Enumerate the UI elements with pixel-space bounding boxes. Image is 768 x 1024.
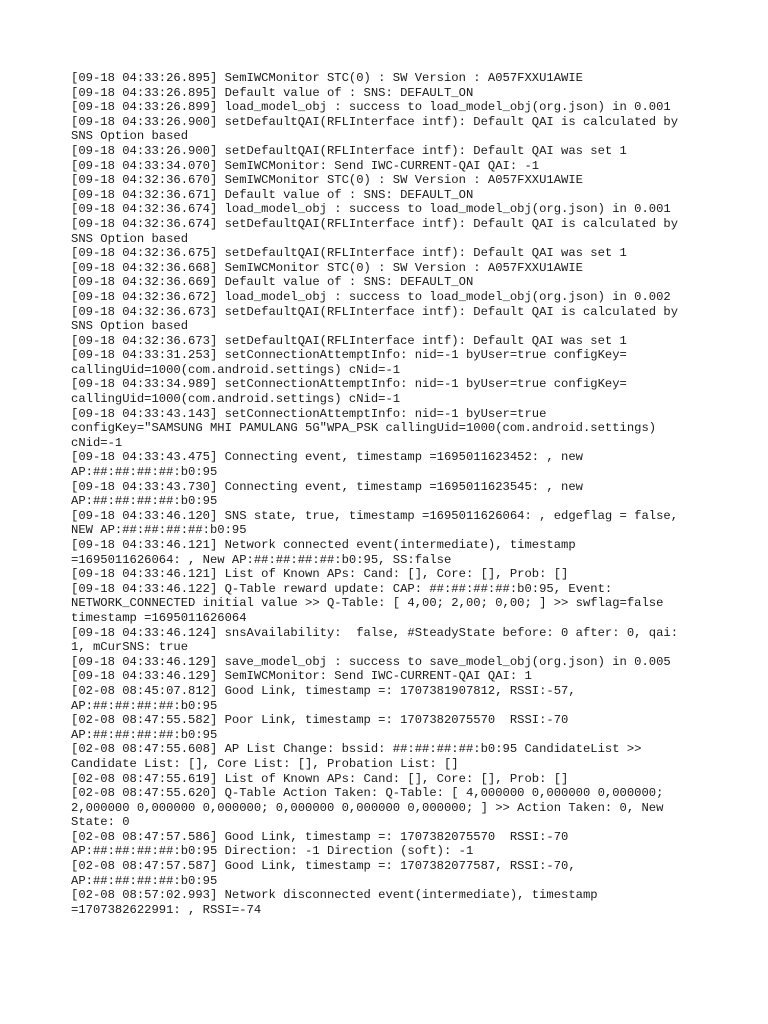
log-line: [09-18 04:33:34.070] SemIWCMonitor: Send IWC-CURRENT-QAI QAI: -1 — [71, 158, 540, 173]
log-line: configKey="SAMSUNG MHI PAMULANG 5G"WPA_PSK callingUid=1000(com.android.settings) — [71, 421, 657, 436]
log-line: [09-18 04:32:36.672] load_model_obj : success to load_model_obj(org.json) in 0.002 — [71, 289, 671, 304]
log-line: [02-08 08:47:55.619] List of Known APs: Cand: [], Core: [], Prob: [] — [71, 771, 569, 786]
log-line: [02-08 08:47:55.582] Poor Link, timestamp =: 1707382075570 RSSI:-70 — [71, 713, 569, 728]
log-line: [09-18 04:32:36.673] setDefaultQAI(RFLInterface intf): Default QAI is calculated by — [71, 304, 679, 319]
log-line: AP:##:##:##:##:b0:95 — [71, 873, 218, 888]
log-line: [09-18 04:33:46.129] SemIWCMonitor: Send IWC-CURRENT-QAI QAI: 1 — [71, 669, 532, 684]
log-line: AP:##:##:##:##:b0:95 — [71, 727, 218, 742]
log-line: [09-18 04:33:26.899] load_model_obj : success to load_model_obj(org.json) in 0.001 — [71, 100, 671, 115]
log-line: SNS Option based — [71, 319, 189, 334]
log-text-block — [71, 71, 703, 917]
log-line: [09-18 04:32:36.675] setDefaultQAI(RFLInterface intf): Default QAI was set 1 — [71, 246, 627, 261]
log-line: [09-18 04:33:26.895] SemIWCMonitor STC(0) : SW Version : A057FXXU1AWIE — [71, 71, 583, 85]
log-line: cNid=-1 — [71, 435, 123, 450]
log-line: [09-18 04:33:26.895] Default value of : SNS: DEFAULT_ON — [71, 85, 474, 100]
log-line: [09-18 04:33:26.900] setDefaultQAI(RFLInterface intf): Default QAI is calculated by — [71, 114, 679, 129]
log-line: [02-08 08:47:55.620] Q-Table Action Taken: Q-Table: [ 4,000000 0,000000 0,000000; — [71, 786, 664, 801]
log-line: [02-08 08:47:57.586] Good Link, timestamp =: 1707382075570 RSSI:-70 — [71, 829, 569, 844]
log-line: [09-18 04:32:36.674] load_model_obj : success to load_model_obj(org.json) in 0.001 — [71, 202, 671, 217]
log-line: [02-08 08:45:07.812] Good Link, timestamp =: 1707381907812, RSSI:-57, — [71, 683, 576, 698]
log-line: NETWORK_CONNECTED initial value >> Q-Table: [ 4,00; 2,00; 0,00; ] >> swflag=false — [71, 596, 664, 611]
log-line: State: 0 — [71, 815, 130, 830]
log-line: [02-08 08:57:02.993] Network disconnected event(intermediate), timestamp — [71, 888, 598, 903]
log-line: [09-18 04:33:46.121] List of Known APs: Cand: [], Core: [], Prob: [] — [71, 567, 569, 582]
log-line: [09-18 04:33:31.253] setConnectionAttemptInfo: nid=-1 byUser=true configKey= — [71, 348, 627, 363]
log-line: [09-18 04:33:46.120] SNS state, true, timestamp =1695011626064: , edgeflag = false, — [71, 508, 679, 523]
log-line: [09-18 04:32:36.673] setDefaultQAI(RFLInterface intf): Default QAI was set 1 — [71, 333, 627, 348]
log-line: [02-08 08:47:55.608] AP List Change: bssid: ##:##:##:##:b0:95 CandidateList >> — [71, 742, 642, 757]
log-line: AP:##:##:##:##:b0:95 Direction: -1 Direction (soft): -1 — [71, 844, 474, 859]
log-line: [02-08 08:47:57.587] Good Link, timestamp =: 1707382077587, RSSI:-70, — [71, 859, 576, 874]
log-line: [09-18 04:32:36.674] setDefaultQAI(RFLInterface intf): Default QAI is calculated by — [71, 216, 679, 231]
log-line: AP:##:##:##:##:b0:95 — [71, 465, 218, 480]
log-line: [09-18 04:33:46.122] Q-Table reward update: CAP: ##:##:##:##:b0:95, Event: — [71, 581, 613, 596]
log-line: [09-18 04:32:36.669] Default value of : SNS: DEFAULT_ON — [71, 275, 474, 290]
log-line: =1695011626064: , New AP:##:##:##:##:b0:95, SS:false — [71, 552, 452, 567]
log-line: [09-18 04:32:36.671] Default value of : SNS: DEFAULT_ON — [71, 187, 474, 202]
log-line: [09-18 04:33:46.129] save_model_obj : success to save_model_obj(org.json) in 0.005 — [71, 654, 671, 669]
log-line: AP:##:##:##:##:b0:95 — [71, 698, 218, 713]
log-line: [09-18 04:32:36.668] SemIWCMonitor STC(0) : SW Version : A057FXXU1AWIE — [71, 260, 583, 275]
log-line: [09-18 04:33:43.730] Connecting event, timestamp =1695011623545: , new — [71, 479, 583, 494]
log-line: NEW AP:##:##:##:##:b0:95 — [71, 523, 247, 538]
log-line: [09-18 04:33:46.121] Network connected event(intermediate), timestamp — [71, 538, 576, 552]
log-line: [09-18 04:32:36.670] SemIWCMonitor STC(0) : SW Version : A057FXXU1AWIE — [71, 173, 583, 188]
log-line: 1, mCurSNS: true — [71, 640, 189, 655]
log-line: [09-18 04:33:46.124] snsAvailability: false, #SteadyState before: 0 after: 0, qai: — [71, 625, 679, 640]
log-line: [09-18 04:33:26.900] setDefaultQAI(RFLInterface intf): Default QAI was set 1 — [71, 143, 627, 158]
log-line: =1707382622991: , RSSI=-74 — [71, 902, 262, 917]
log-line: timestamp =1695011626064 — [71, 610, 247, 625]
log-line: callingUid=1000(com.android.settings) cNid=-1 — [71, 362, 401, 377]
log-line: [09-18 04:33:43.475] Connecting event, timestamp =1695011623452: , new — [71, 450, 583, 465]
log-line: AP:##:##:##:##:b0:95 — [71, 494, 218, 509]
log-line: callingUid=1000(com.android.settings) cNid=-1 — [71, 392, 401, 407]
log-line: Candidate List: [], Core List: [], Probation List: [] — [71, 756, 459, 771]
log-line: 2,000000 0,000000 0,000000; 0,000000 0,000000 0,000000; ] >> Action Taken: 0, New — [71, 800, 664, 815]
log-line: [09-18 04:33:43.143] setConnectionAttemptInfo: nid=-1 byUser=true — [71, 406, 547, 421]
log-line: SNS Option based — [71, 231, 189, 246]
log-line: SNS Option based — [71, 129, 189, 144]
log-line: [09-18 04:33:34.989] setConnectionAttemptInfo: nid=-1 byUser=true configKey= — [71, 377, 627, 392]
